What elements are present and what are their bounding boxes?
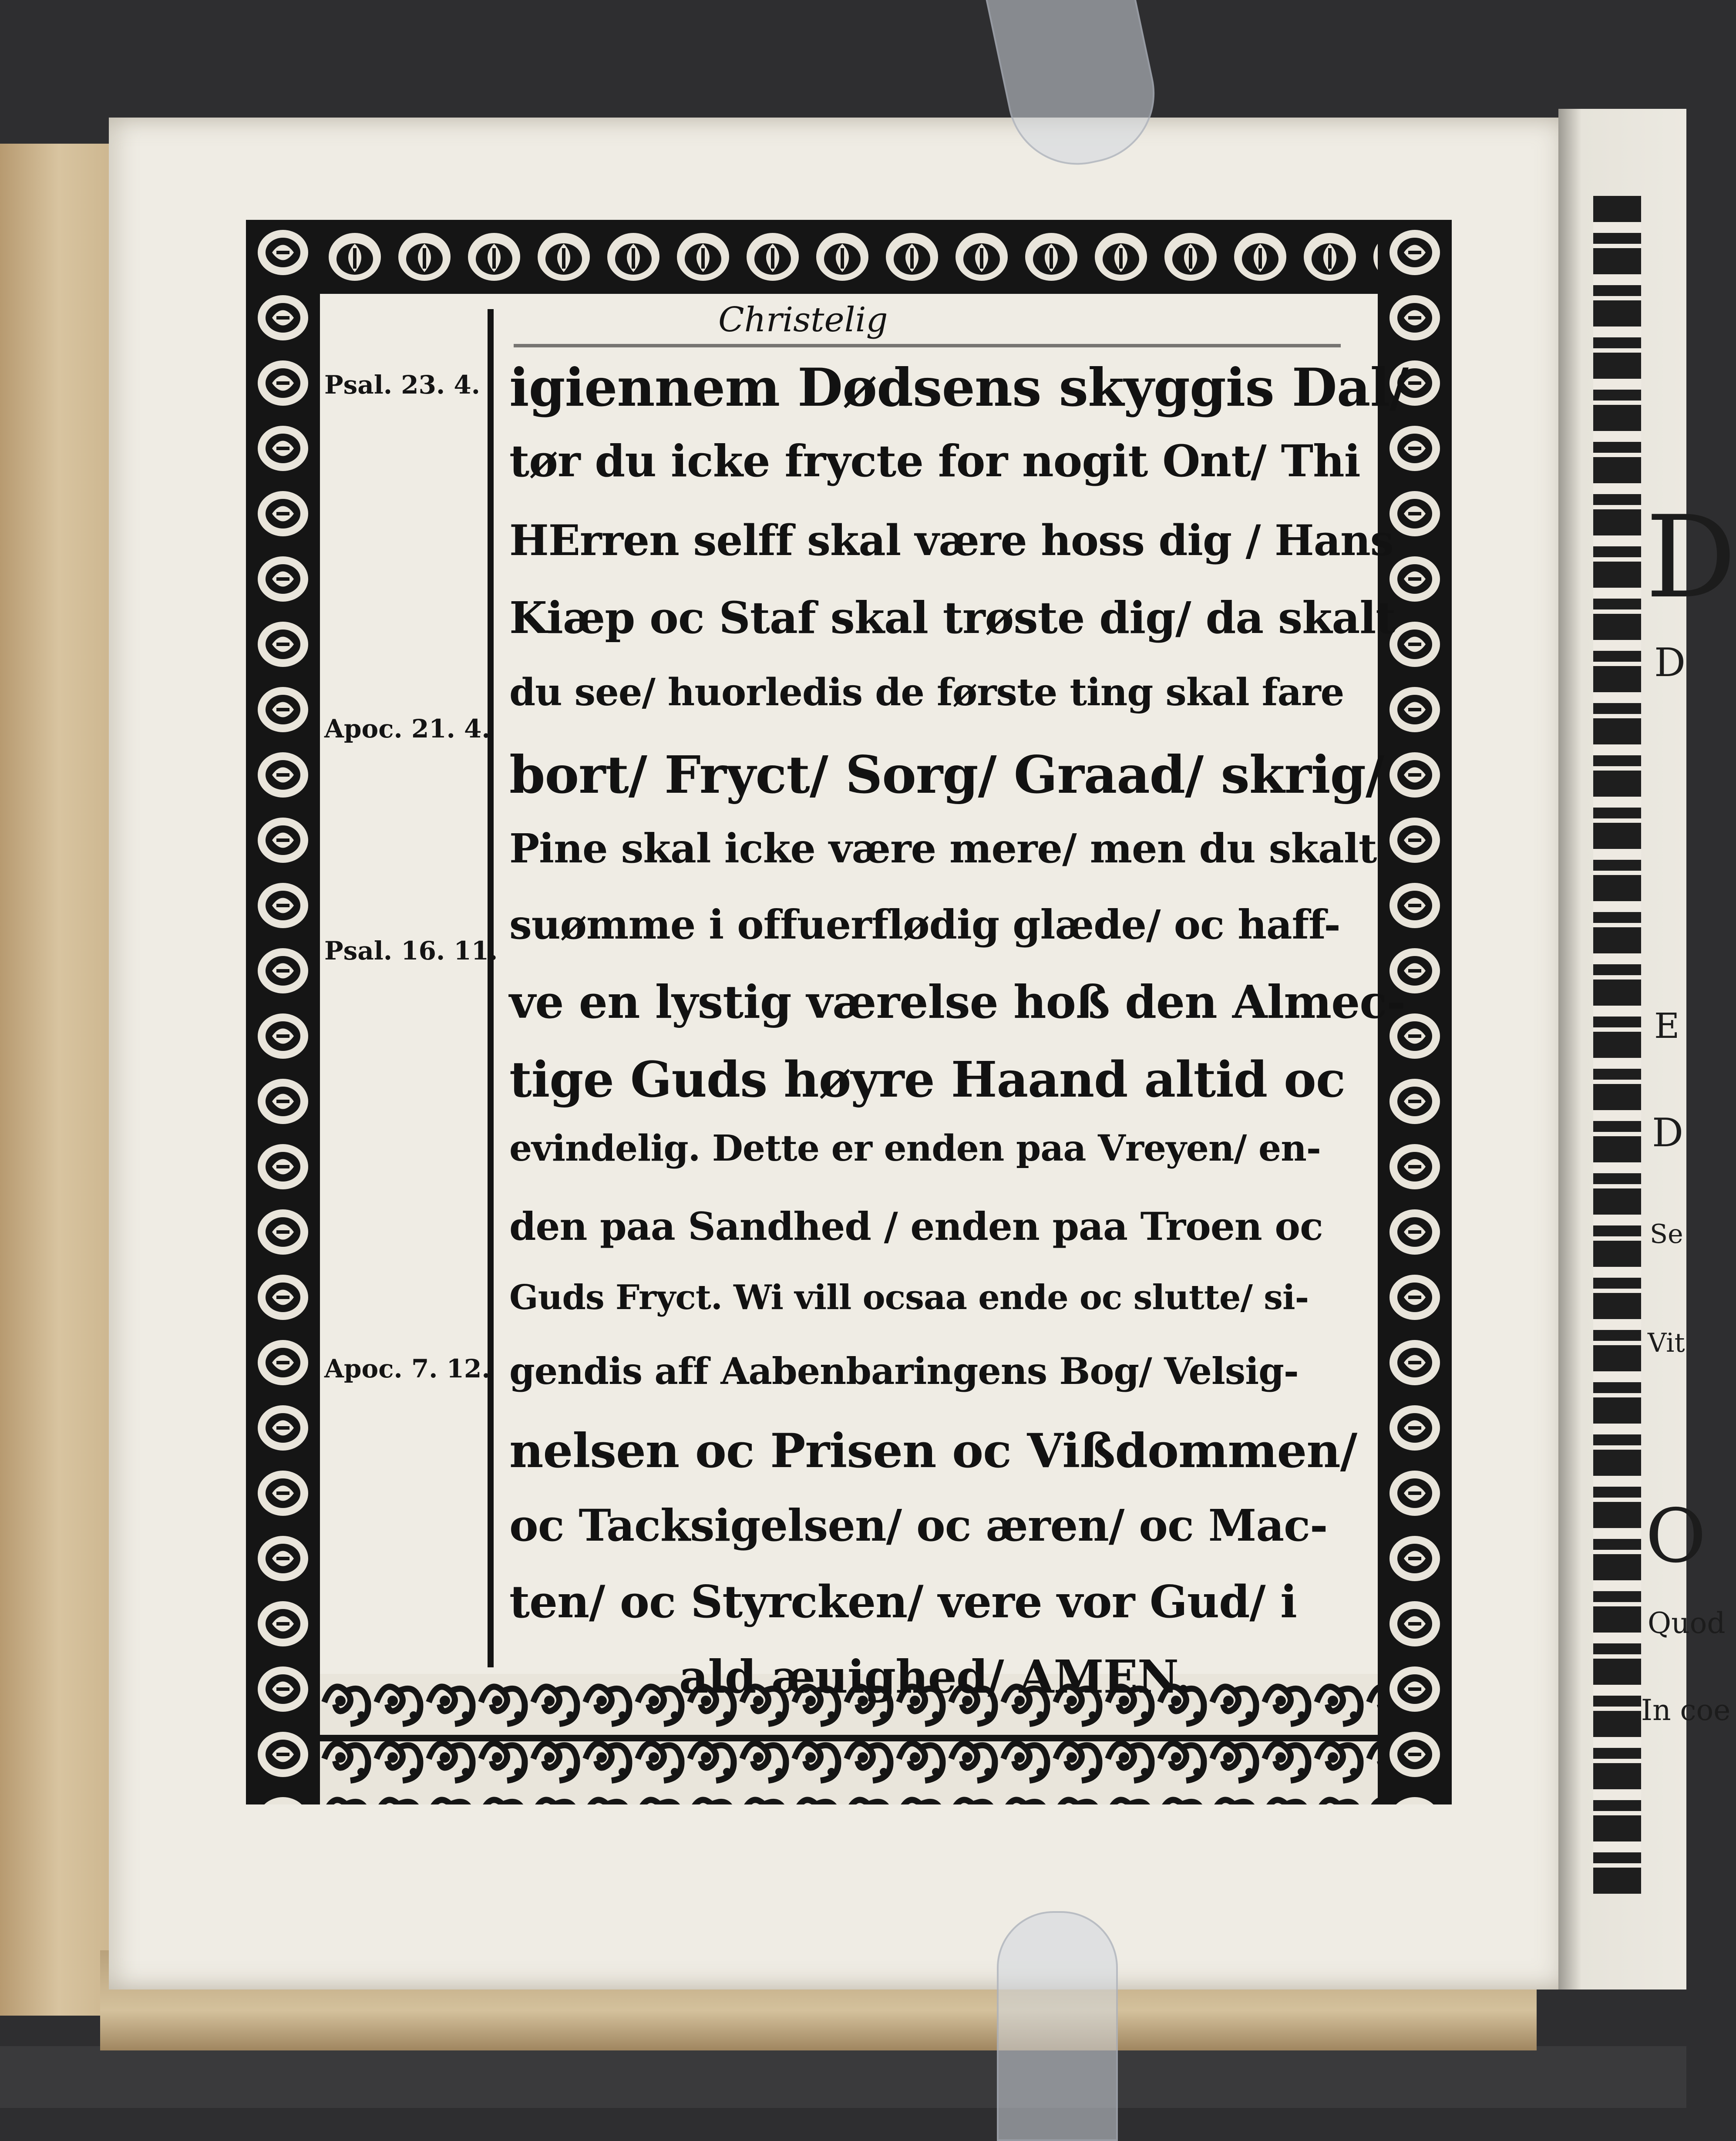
text-line: ten/ oc Styrcken/ vere vor Gud/ i (509, 1576, 1297, 1628)
text-line: Guds Fryct. Wi vill ocsaa ende oc slutte/ si- (509, 1278, 1309, 1317)
facing-page-fragment: D (1645, 492, 1736, 623)
facing-page-fragment: Quod (1648, 1606, 1726, 1640)
ornamental-border-left (246, 220, 320, 1804)
text-line: suømme i offuerflødig glæde/ oc haff- (509, 901, 1340, 948)
text-line: evindelig. Dette er enden paa Vreyen/ en- (509, 1128, 1321, 1169)
text-line: tige Guds høyre Haand altid oc (509, 1051, 1346, 1108)
margin-note: Apoc. 7. 12. (324, 1354, 491, 1384)
text-line: Kiæp oc Staf skal trøste dig/ da skalt (509, 592, 1396, 643)
text-line: den paa Sandhed / enden paa Troen oc (509, 1204, 1323, 1249)
facing-page-fragment: In coe (1641, 1693, 1731, 1727)
facing-page-fragment: D (1652, 1110, 1684, 1156)
running-head: Christelig (718, 300, 888, 340)
facing-page-fragment: Se (1650, 1219, 1683, 1249)
text-line: HErren selff skal være hoss dig / Hans (509, 516, 1393, 565)
facing-page-fragment: O (1645, 1493, 1706, 1579)
text-line: du see/ huorledis de første ting skal fare (509, 670, 1344, 714)
page-clip-bottom (997, 1911, 1118, 2141)
margin-note: Psal. 16. 11. (324, 936, 498, 966)
text-line: tør du icke frycte for nogit Ont/ Thi (509, 435, 1360, 487)
margin-rule (488, 309, 494, 1667)
margin-note: Apoc. 21. 4. (324, 714, 491, 744)
facing-page-fragment: E (1654, 1006, 1680, 1046)
text-line: igiennem Dødsens skyggis Dal/ (509, 357, 1408, 418)
text-line: ve en lystig værelse hoß den Almec- (509, 975, 1405, 1029)
text-line: nelsen oc Prisen oc Vißdommen/ (509, 1424, 1357, 1478)
facing-page-fragment: D (1654, 640, 1686, 686)
facing-page (1558, 109, 1736, 1990)
text-line: bort/ Fryct/ Sorg/ Graad/ skrig/ (509, 744, 1384, 805)
text-line: ald æuighed/ AMEN. (679, 1650, 1191, 1703)
text-line: gendis aff Aabenbaringens Bog/ Velsig- (509, 1350, 1299, 1393)
facing-page-fragment: Vit (1648, 1328, 1685, 1358)
text-line: Pine skal icke være mere/ men du skalt (509, 825, 1377, 872)
head-rule (514, 344, 1341, 347)
text-line: oc Tacksigelsen/ oc æren/ oc Mac- (509, 1500, 1328, 1551)
ornamental-border-top (320, 220, 1378, 294)
margin-note: Psal. 23. 4. (324, 370, 480, 400)
facing-page-border (1593, 196, 1641, 1894)
